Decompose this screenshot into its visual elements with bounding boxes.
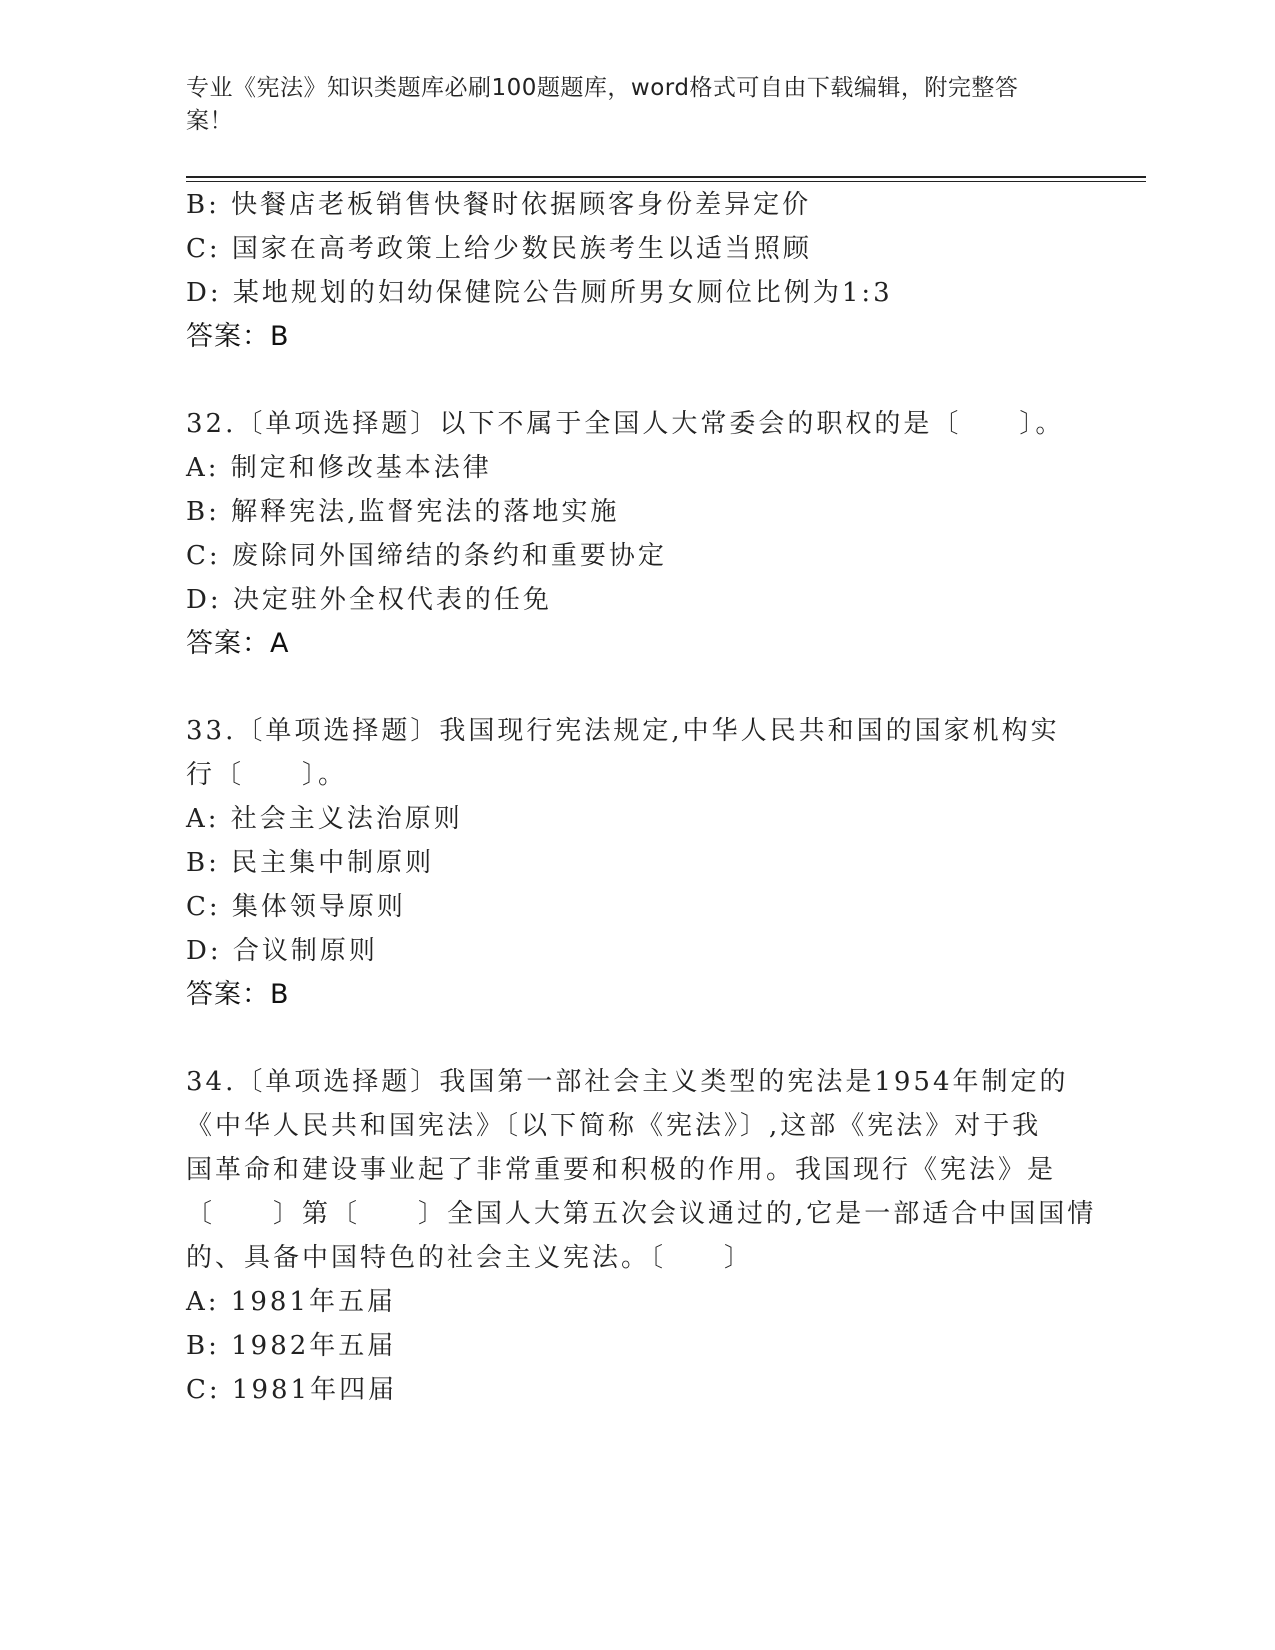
page-header bbox=[186, 72, 1066, 138]
q33-option-a: A: 社会主义法治原则 bbox=[186, 804, 463, 834]
q34-stem-line-5: 的、具备中国特色的社会主义宪法。〔 〕 bbox=[186, 1243, 754, 1273]
prev-question-option-c: C: 国家在高考政策上给少数民族考生以适当照顾 bbox=[186, 234, 812, 264]
header-divider-thin bbox=[186, 181, 1146, 182]
q33-stem-line-2: 行〔 〕。 bbox=[186, 760, 348, 790]
prev-question-option-d: D: 某地规划的妇幼保健院公告厕所男女厕位比例为1:3 bbox=[186, 278, 893, 308]
q34-stem-line-1: 34.〔单项选择题〕我国第一部社会主义类型的宪法是1954年制定的 bbox=[186, 1067, 1069, 1097]
prev-question-answer: 答案：B bbox=[186, 321, 290, 352]
q34-option-a: A: 1981年五届 bbox=[186, 1287, 396, 1317]
q34-stem-line-3: 国革命和建设事业起了非常重要和积极的作用。我国现行《宪法》是 bbox=[186, 1155, 1057, 1185]
q32-option-a: A: 制定和修改基本法律 bbox=[186, 453, 492, 483]
q34-stem-line-4: 〔 〕第〔 〕全国人大第五次会议通过的,它是一部适合中国国情 bbox=[186, 1199, 1097, 1229]
q33-answer: 答案：B bbox=[186, 979, 290, 1010]
q33-option-c: C: 集体领导原则 bbox=[186, 892, 406, 922]
q34-option-c: C: 1981年四届 bbox=[186, 1375, 398, 1405]
header-divider-thick bbox=[186, 176, 1146, 178]
q33-option-b: B: 民主集中制原则 bbox=[186, 848, 435, 878]
q34-stem-line-2: 《中华人民共和国宪法》〔以下简称《宪法》〕,这部《宪法》对于我 bbox=[186, 1111, 1042, 1141]
header-title-line-1: 专业《宪法》知识类题库必刷100题题库，word格式可自由下载编辑，附完整答 bbox=[186, 75, 1019, 101]
q33-stem-line-1: 33.〔单项选择题〕我国现行宪法规定,中华人民共和国的国家机构实 bbox=[186, 716, 1060, 746]
q32-stem: 32.〔单项选择题〕以下不属于全国人大常委会的职权的是〔 〕。 bbox=[186, 409, 1065, 439]
header-title-line-2: 案！ bbox=[186, 108, 233, 134]
q32-answer: 答案：A bbox=[186, 628, 290, 659]
q32-option-d: D: 决定驻外全权代表的任免 bbox=[186, 585, 552, 615]
q32-option-c: C: 废除同外国缔结的条约和重要协定 bbox=[186, 541, 667, 571]
q33-option-d: D: 合议制原则 bbox=[186, 936, 378, 966]
q34-option-b: B: 1982年五届 bbox=[186, 1331, 397, 1361]
prev-question-option-b: B: 快餐店老板销售快餐时依据顾客身份差异定价 bbox=[186, 190, 812, 220]
q32-option-b: B: 解释宪法,监督宪法的落地实施 bbox=[186, 497, 620, 527]
